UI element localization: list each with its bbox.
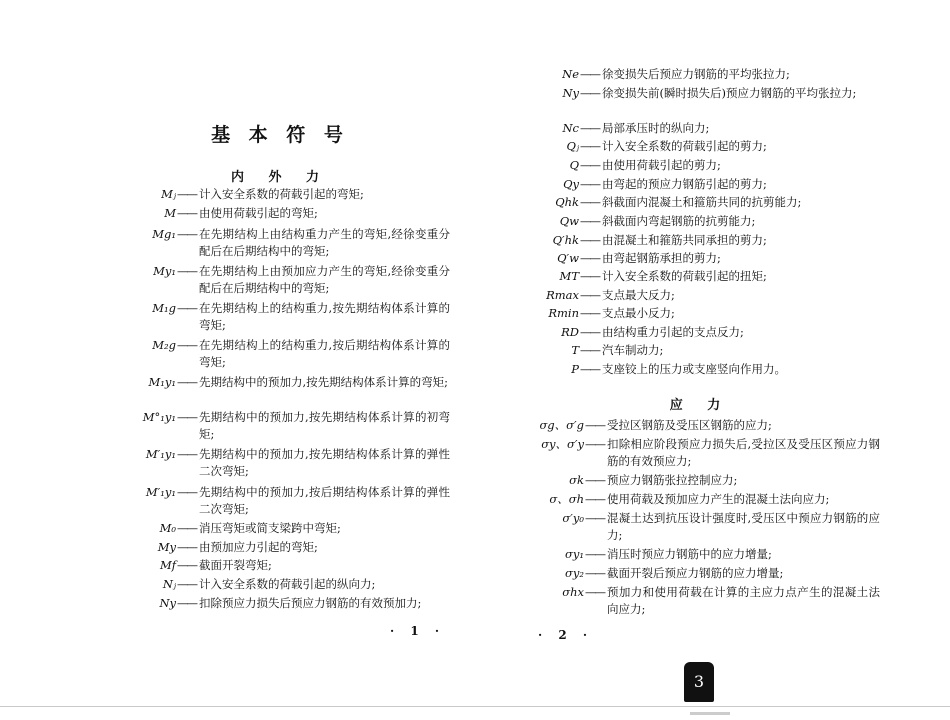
symbol: Ny	[562, 86, 579, 100]
definition: 在先期结构上由结构重力产生的弯矩,经徐变重分配后在后期结构中的弯矩;	[199, 227, 450, 258]
symbol-entry	[535, 194, 880, 211]
symbol-entry	[520, 584, 880, 618]
dash: ——	[580, 343, 599, 357]
dash: ——	[585, 547, 604, 561]
symbol-entry	[535, 85, 880, 102]
symbol-entry	[520, 565, 880, 582]
symbol: σy₂	[565, 566, 584, 580]
definition: 由弯起钢筋承担的剪力;	[602, 251, 721, 265]
symbol-entry	[120, 263, 450, 297]
symbol: σy、σ′y	[541, 437, 584, 451]
symbol: Rmax	[546, 288, 579, 302]
symbol: Mⱼ	[161, 187, 176, 201]
definition: 支座铰上的压力或支座竖向作用力。	[602, 362, 786, 376]
dash: ——	[580, 86, 599, 100]
dash: ——	[580, 269, 599, 283]
symbol-entry	[535, 268, 880, 285]
symbol: M₁g	[152, 301, 176, 315]
symbol: σhx	[562, 585, 584, 599]
symbol: Qⱼ	[566, 139, 579, 153]
dash: ——	[177, 447, 196, 461]
symbol: M₁y₁	[148, 375, 176, 389]
symbol-entry	[520, 436, 880, 470]
dash: ——	[580, 214, 599, 228]
dash: ——	[177, 338, 196, 352]
page-number: · 1 ·	[390, 624, 446, 638]
symbol-entry	[120, 576, 450, 593]
symbol-entry	[120, 484, 450, 518]
symbol-entry	[520, 546, 880, 563]
definition: 支点最小反力;	[602, 306, 675, 320]
symbol: MT	[559, 269, 579, 283]
dash: ——	[177, 227, 196, 241]
symbol: Qhk	[555, 195, 579, 209]
definition: 在先期结构上由预加应力产生的弯矩,经徐变重分配后在后期结构中的弯矩;	[199, 264, 450, 295]
definition: 局部承压时的纵向力;	[602, 121, 710, 135]
symbol: M′₁y₁	[145, 447, 176, 461]
symbol: Qy	[563, 177, 579, 191]
symbol: Qw	[559, 214, 579, 228]
symbol-entry	[535, 157, 880, 174]
symbol: Nc	[562, 121, 579, 135]
symbol: M°₁y₁	[142, 410, 176, 424]
symbol-entry	[120, 300, 450, 334]
definition: 先期结构中的预加力,按先期结构体系计算的弯矩;	[199, 375, 449, 389]
dash: ——	[580, 233, 599, 247]
definition: 先期结构中的预加力,按后期结构体系计算的弹性二次弯矩;	[199, 485, 450, 516]
symbol: Q	[569, 158, 579, 172]
symbol-entry	[520, 472, 880, 489]
dash: ——	[580, 195, 599, 209]
symbol-entry	[120, 595, 450, 612]
symbol-entry	[535, 138, 880, 155]
dash: ——	[585, 437, 604, 451]
scan-divider	[0, 706, 950, 707]
symbol-entry	[535, 120, 880, 137]
symbol-entry	[120, 539, 450, 556]
definition: 支点最大反力;	[602, 288, 675, 302]
symbol: Ny	[159, 596, 176, 610]
dash: ——	[177, 410, 196, 424]
dash: ——	[585, 473, 604, 487]
definition: 先期结构中的预加力,按先期结构体系计算的初弯矩;	[199, 410, 450, 441]
symbol-entry	[120, 520, 450, 537]
dash: ——	[177, 187, 196, 201]
symbol-entry	[120, 226, 450, 260]
definition: 计入安全系数的荷载引起的纵向力;	[199, 577, 376, 591]
dash: ——	[580, 288, 599, 302]
symbol-entry	[535, 324, 880, 341]
dash: ——	[177, 375, 196, 389]
dash: ——	[580, 362, 599, 376]
dash: ——	[585, 566, 604, 580]
definition: 扣除相应阶段预应力损失后,受拉区及受压区预应力钢筋的有效预应力;	[607, 437, 880, 468]
symbol: T	[571, 343, 579, 357]
dash: ——	[580, 139, 599, 153]
symbol-entry	[535, 287, 880, 304]
dash: ——	[580, 251, 599, 265]
scan-smudge	[690, 712, 730, 715]
dash: ——	[177, 596, 196, 610]
symbol: Q′w	[557, 251, 579, 265]
definition: 在先期结构上的结构重力,按先期结构体系计算的弯矩;	[199, 301, 450, 332]
symbol: σk	[569, 473, 584, 487]
symbol-entry	[520, 491, 880, 508]
symbol: RD	[561, 325, 579, 339]
symbol: M′₁y₁	[145, 485, 176, 499]
dash: ——	[585, 492, 604, 506]
definition: 汽车制动力;	[602, 343, 664, 357]
symbol: Q′hk	[552, 233, 579, 247]
symbol-entry	[535, 305, 880, 322]
definition: 由使用荷载引起的弯矩;	[199, 206, 318, 220]
symbol: Mg₁	[152, 227, 176, 241]
symbol: Ne	[562, 67, 579, 81]
symbol: My₁	[153, 264, 176, 278]
symbol: σ′y₀	[562, 511, 584, 525]
dash: ——	[580, 67, 599, 81]
definition: 由混凝土和箍筋共同承担的剪力;	[602, 233, 767, 247]
definition: 徐变损失后预应力钢筋的平均张拉力;	[602, 67, 790, 81]
definition: 在先期结构上的结构重力,按后期结构体系计算的弯矩;	[199, 338, 450, 369]
dash: ——	[177, 521, 196, 535]
section-heading-internal-forces: 内 外 力	[230, 170, 330, 185]
dash: ——	[580, 121, 599, 135]
symbol: Rmin	[548, 306, 579, 320]
symbol-entry	[520, 510, 880, 544]
definition: 由结构重力引起的支点反力;	[602, 325, 744, 339]
definition: 斜截面内混凝土和箍筋共同的抗剪能力;	[602, 195, 802, 209]
dash: ——	[585, 418, 604, 432]
symbol-entry	[535, 66, 880, 83]
dash: ——	[580, 325, 599, 339]
page-title: 基 本 符 号	[211, 124, 349, 146]
symbol-entry	[535, 361, 880, 378]
symbol: M₀	[159, 521, 176, 535]
section-heading-stresses: 应 力	[669, 398, 731, 413]
definition: 预加力和使用荷载在计算的主应力点产生的混凝土法向应力;	[607, 585, 880, 616]
symbol-entry	[535, 250, 880, 267]
dash: ——	[177, 540, 196, 554]
symbol: Nⱼ	[162, 577, 176, 591]
dash: ——	[177, 485, 196, 499]
dash: ——	[177, 264, 196, 278]
definition: 使用荷载及预加应力产生的混凝土法向应力;	[607, 492, 830, 506]
definition: 由弯起的预应力钢筋引起的剪力;	[602, 177, 767, 191]
symbol-entry	[120, 446, 450, 480]
dash: ——	[585, 585, 604, 599]
definition: 计入安全系数的荷载引起的弯矩;	[199, 187, 364, 201]
dash: ——	[177, 577, 196, 591]
definition: 由使用荷载引起的剪力;	[602, 158, 721, 172]
definition: 斜截面内弯起钢筋的抗剪能力;	[602, 214, 756, 228]
symbol: M₂g	[152, 338, 176, 352]
symbol-entry	[120, 409, 450, 443]
symbol-entry	[120, 557, 450, 574]
dash: ——	[580, 158, 599, 172]
definition: 消压弯矩或简支梁跨中弯矩;	[199, 521, 341, 535]
symbol-entry	[535, 176, 880, 193]
symbol: My	[157, 540, 176, 554]
dash: ——	[580, 177, 599, 191]
symbol: σy₁	[565, 547, 584, 561]
definition: 受拉区钢筋及受压区钢筋的应力;	[607, 418, 772, 432]
dash: ——	[177, 301, 196, 315]
symbol-entry	[120, 337, 450, 371]
symbol-entry	[535, 213, 880, 230]
definition: 混凝土达到抗压设计强度时,受压区中预应力钢筋的应力;	[607, 511, 880, 542]
page-number: · 2 ·	[538, 628, 594, 642]
symbol-entry	[120, 374, 450, 391]
symbol: P	[571, 362, 579, 376]
symbol: Mf	[159, 558, 176, 572]
definition: 徐变损失前(瞬时损失后)预应力钢筋的平均张拉力;	[602, 86, 857, 100]
symbol-entry	[120, 205, 450, 222]
symbol-entry	[120, 186, 450, 203]
definition: 先期结构中的预加力,按先期结构体系计算的弹性二次弯矩;	[199, 447, 450, 478]
definition: 计入安全系数的荷载引起的扭矩;	[602, 269, 767, 283]
definition: 由预加应力引起的弯矩;	[199, 540, 318, 554]
definition: 扣除预应力损失后预应力钢筋的有效预加力;	[199, 596, 422, 610]
definition: 截面开裂弯矩;	[199, 558, 272, 572]
definition: 消压时预应力钢筋中的应力增量;	[607, 547, 772, 561]
definition: 计入安全系数的荷载引起的剪力;	[602, 139, 767, 153]
dash: ——	[177, 206, 196, 220]
dash: ——	[580, 306, 599, 320]
dash: ——	[177, 558, 196, 572]
definition: 截面开裂后预应力钢筋的应力增量;	[607, 566, 784, 580]
symbol: σg、σ′g	[539, 418, 584, 432]
symbol: M	[164, 206, 176, 220]
dash: ——	[585, 511, 604, 525]
symbol-entry	[520, 417, 880, 434]
symbol-entry	[535, 342, 880, 359]
symbol-entry	[535, 232, 880, 249]
symbol: σ、σh	[549, 492, 584, 506]
definition: 预应力钢筋张拉控制应力;	[607, 473, 738, 487]
section-tab-marker: 3	[684, 662, 714, 702]
